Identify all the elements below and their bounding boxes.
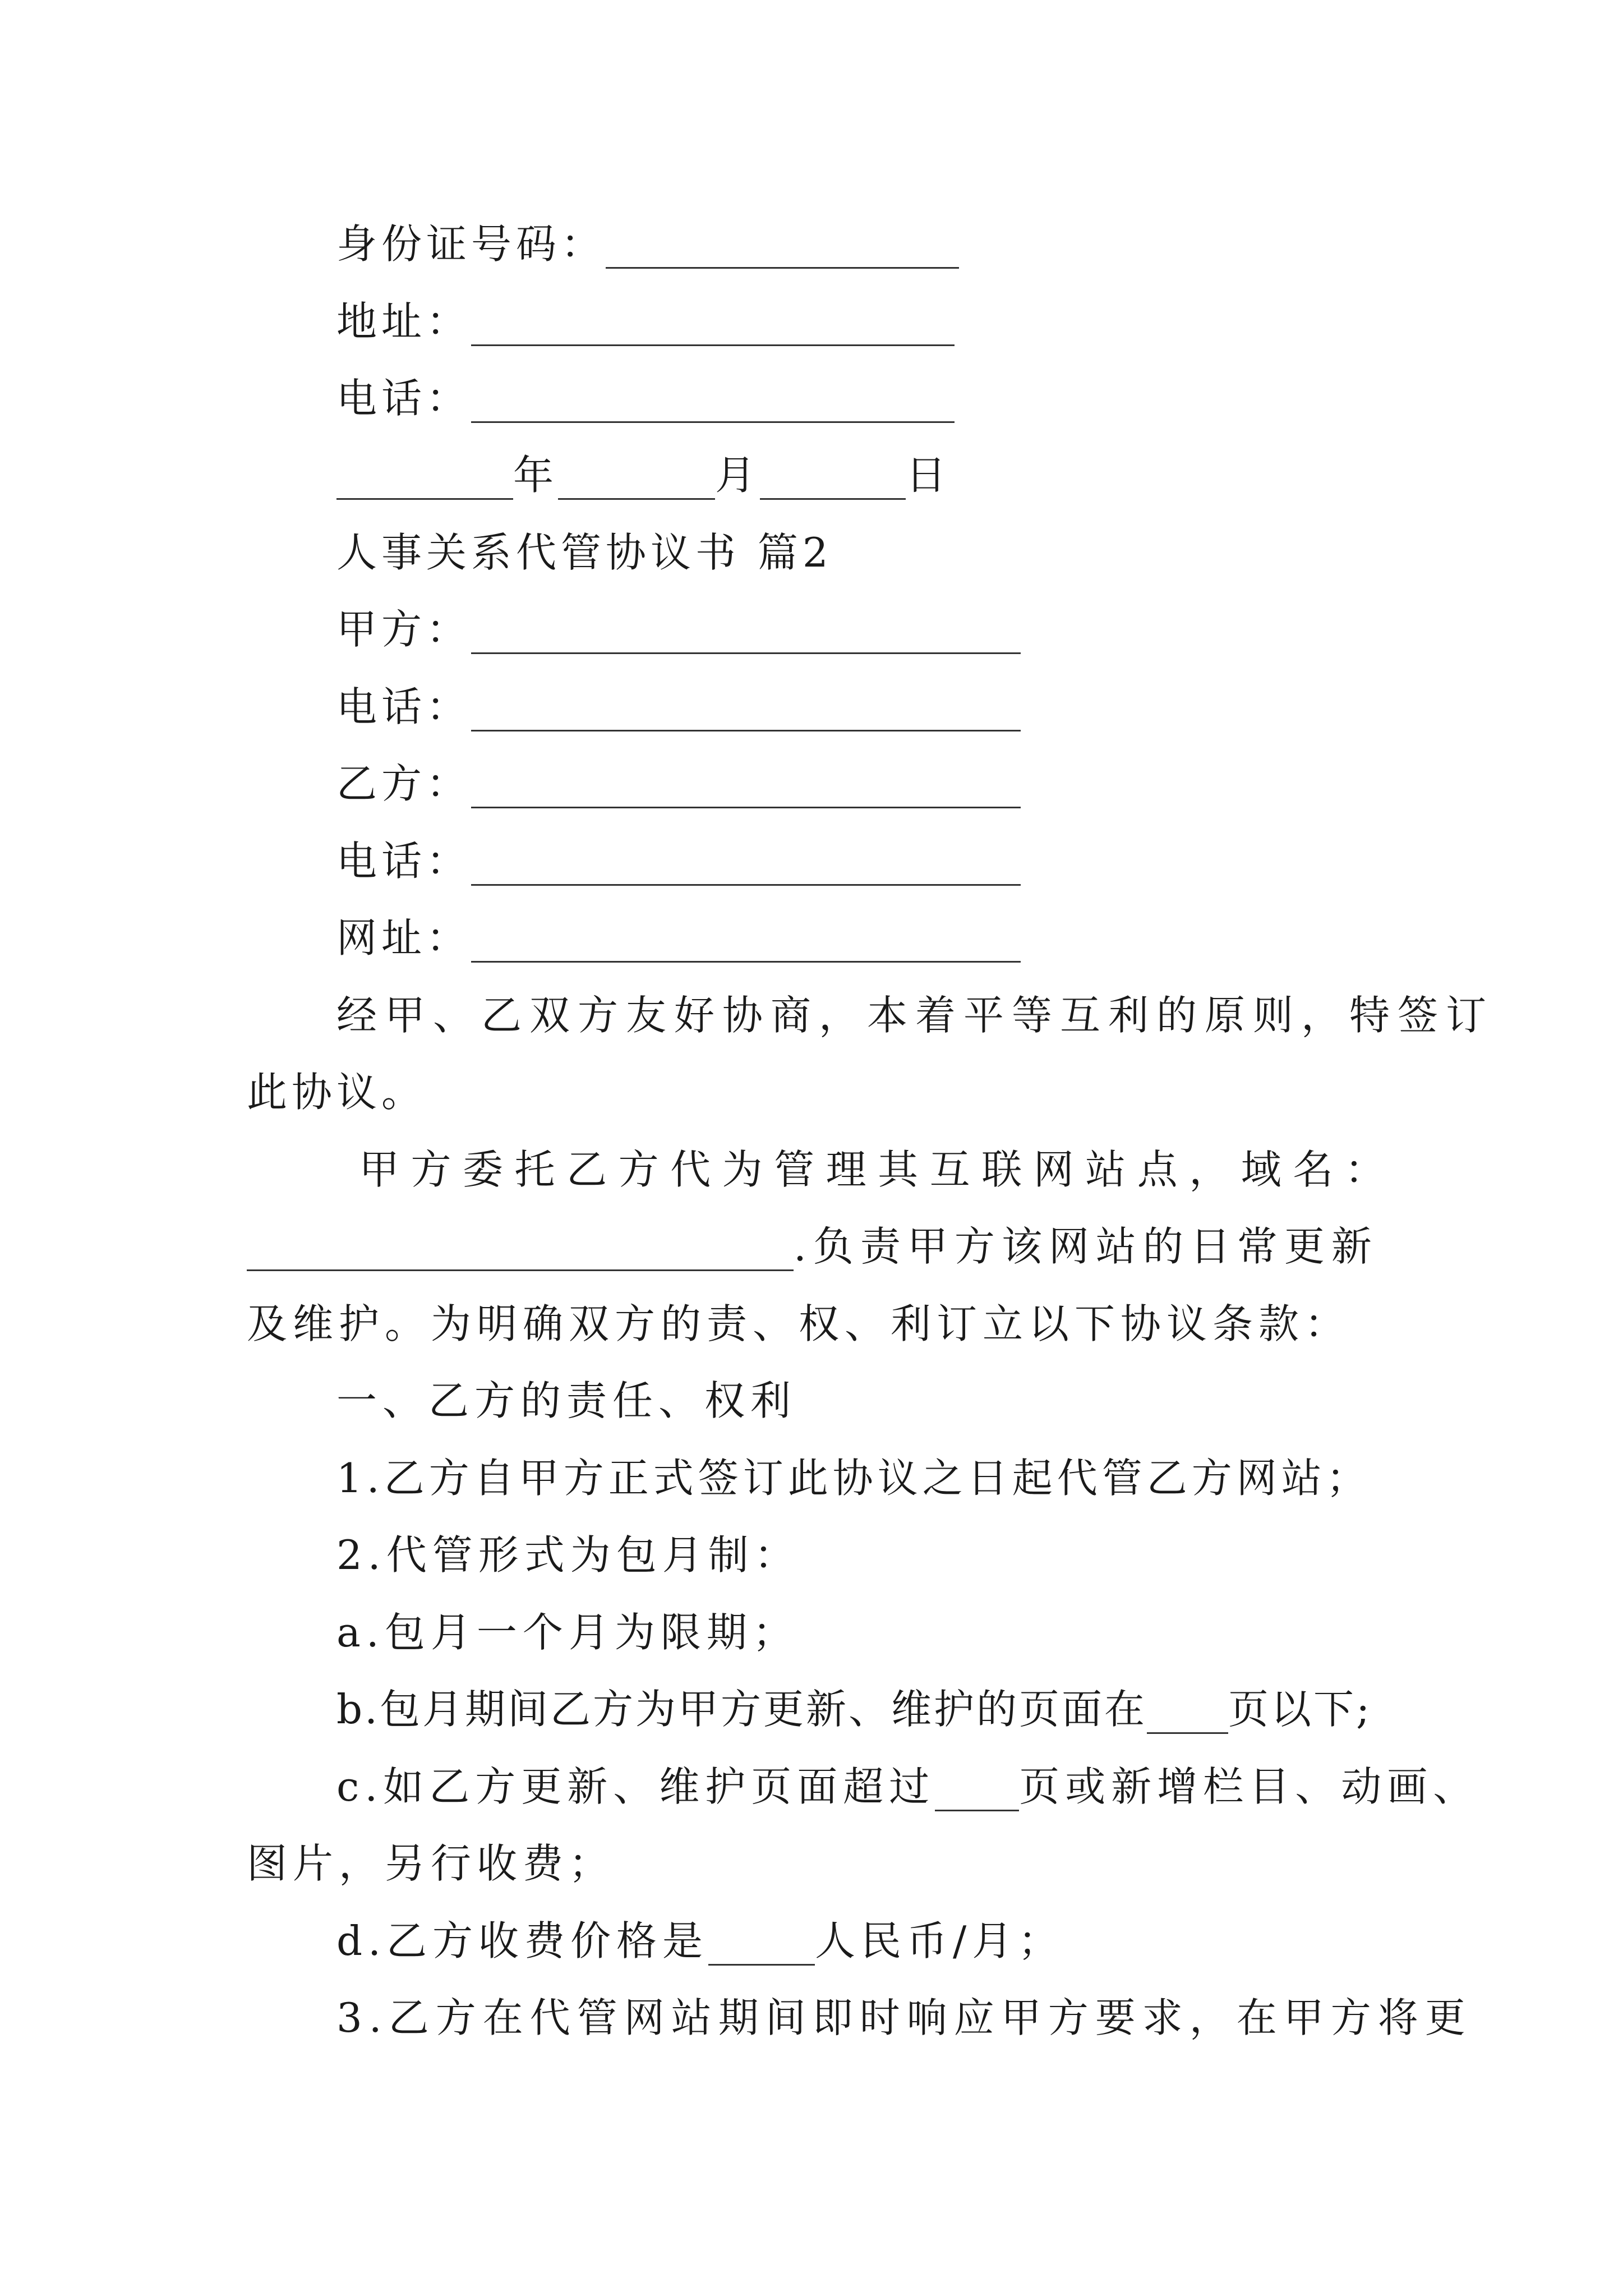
item-d-blank bbox=[708, 1910, 815, 1966]
entrust-char: 乙 bbox=[566, 1146, 607, 1193]
entrust-char: 域 bbox=[1241, 1146, 1281, 1193]
entrust-line-3 bbox=[247, 1296, 1350, 1352]
intro-line-1 bbox=[336, 987, 1494, 1043]
entrust-char: 方 bbox=[411, 1146, 451, 1193]
item-b-text-pre: b.包月期间乙方为甲方更新、维护的页面在 bbox=[336, 1686, 1147, 1733]
item-1-text: 1.乙方自甲方正式签订此协议之日起代管乙方网站； bbox=[336, 1455, 1371, 1502]
party-a-phone-blank bbox=[471, 675, 1021, 731]
date-line bbox=[336, 447, 951, 503]
entrust-line-2 bbox=[247, 1218, 1378, 1274]
day-label: 日 bbox=[906, 452, 951, 499]
day-blank bbox=[760, 444, 906, 500]
party-a-blank bbox=[471, 598, 1021, 654]
id-number-label: 身份证号码： bbox=[336, 220, 606, 268]
item-c-line bbox=[336, 1759, 1479, 1815]
entrust-line-1 bbox=[359, 1142, 1385, 1198]
item-c-text-2: 图片，另行收费； bbox=[247, 1840, 615, 1887]
item-3-text: 3.乙方在代管网站期间即时响应甲方要求，在甲方将更 bbox=[336, 1994, 1472, 2041]
item-a-line bbox=[336, 1604, 799, 1660]
month-label: 月 bbox=[715, 452, 760, 499]
entrust-text-2: .负责甲方该网站的日常更新 bbox=[794, 1223, 1378, 1270]
year-blank bbox=[336, 444, 513, 500]
entrust-char: 委 bbox=[463, 1146, 504, 1193]
item-1-line bbox=[336, 1450, 1371, 1506]
entrust-char: ： bbox=[1344, 1146, 1385, 1193]
item-a-text: a.包月一个月为限期； bbox=[336, 1609, 799, 1656]
party-a-phone-label: 电话： bbox=[336, 683, 472, 730]
intro-text-1: 经甲、乙双方友好协商，本着平等互利的原则，特签订 bbox=[336, 992, 1495, 1039]
website-line bbox=[336, 910, 1021, 966]
entrust-char: 联 bbox=[981, 1146, 1022, 1193]
entrust-char: 其 bbox=[878, 1146, 919, 1193]
entrust-char: 管 bbox=[774, 1146, 815, 1193]
domain-blank bbox=[247, 1215, 794, 1271]
item-b-blank bbox=[1147, 1678, 1228, 1734]
item-2-line bbox=[336, 1527, 800, 1583]
item-c-line-2 bbox=[247, 1835, 615, 1892]
website-blank bbox=[471, 907, 1021, 963]
entrust-char: 为 bbox=[722, 1146, 763, 1193]
entrust-char: 托 bbox=[514, 1146, 555, 1193]
address-label: 地址： bbox=[336, 298, 472, 345]
heading-text: 人事关系代管协议书 篇2 bbox=[336, 529, 833, 576]
intro-line-2 bbox=[247, 1064, 426, 1120]
item-d-line bbox=[336, 1913, 1064, 1969]
party-b-phone-line bbox=[336, 833, 1021, 889]
party-b-phone-label: 电话： bbox=[336, 838, 472, 885]
entrust-char: 甲 bbox=[359, 1146, 400, 1193]
entrust-char: 代 bbox=[670, 1146, 711, 1193]
item-d-text-pre: d.乙方收费价格是 bbox=[336, 1917, 708, 1964]
entrust-text-3: 及维护。为明确双方的责、权、利订立以下协议条款： bbox=[247, 1300, 1351, 1347]
item-3-line bbox=[336, 1990, 1472, 2046]
item-b-text-post: 页以下; bbox=[1228, 1686, 1372, 1733]
address-line bbox=[336, 293, 955, 349]
item-c-blank bbox=[935, 1755, 1019, 1811]
phone-line-1 bbox=[336, 370, 955, 426]
section-heading bbox=[336, 524, 833, 581]
entrust-char: 互 bbox=[929, 1146, 970, 1193]
item-b-line bbox=[336, 1681, 1372, 1737]
party-a-line bbox=[336, 601, 1021, 657]
entrust-char: 网 bbox=[1033, 1146, 1074, 1193]
year-label: 年 bbox=[513, 452, 559, 499]
phone-blank-1 bbox=[471, 367, 955, 423]
item-2-text: 2.代管形式为包月制： bbox=[336, 1531, 800, 1579]
party-b-line bbox=[336, 756, 1021, 812]
item-d-text-post: 人民币/月； bbox=[814, 1917, 1064, 1964]
address-blank bbox=[471, 290, 955, 346]
intro-text-2: 此协议。 bbox=[247, 1069, 427, 1116]
section1-title: 一、乙方的责任、权利 bbox=[336, 1377, 797, 1424]
party-a-phone-line bbox=[336, 679, 1021, 735]
party-b-phone-blank bbox=[471, 830, 1021, 886]
item-c-text-pre: c.如乙方更新、维护页面超过 bbox=[336, 1763, 935, 1810]
party-b-label: 乙方： bbox=[336, 760, 472, 807]
entrust-char: 站 bbox=[1085, 1146, 1126, 1193]
month-blank bbox=[558, 444, 715, 500]
entrust-char: 理 bbox=[826, 1146, 866, 1193]
party-a-label: 甲方： bbox=[336, 606, 472, 653]
id-number-line bbox=[336, 216, 959, 272]
phone-label-1: 电话： bbox=[336, 375, 472, 422]
id-number-blank bbox=[606, 213, 959, 269]
entrust-char: ， bbox=[1189, 1146, 1230, 1193]
website-label: 网址： bbox=[336, 914, 472, 961]
section1-title-line bbox=[336, 1373, 796, 1429]
entrust-char: 方 bbox=[618, 1146, 659, 1193]
entrust-char: 点 bbox=[1137, 1146, 1178, 1193]
item-c-text-post: 页或新增栏目、动画、 bbox=[1019, 1763, 1479, 1810]
entrust-char: 名 bbox=[1293, 1146, 1334, 1193]
party-b-blank bbox=[471, 752, 1021, 808]
